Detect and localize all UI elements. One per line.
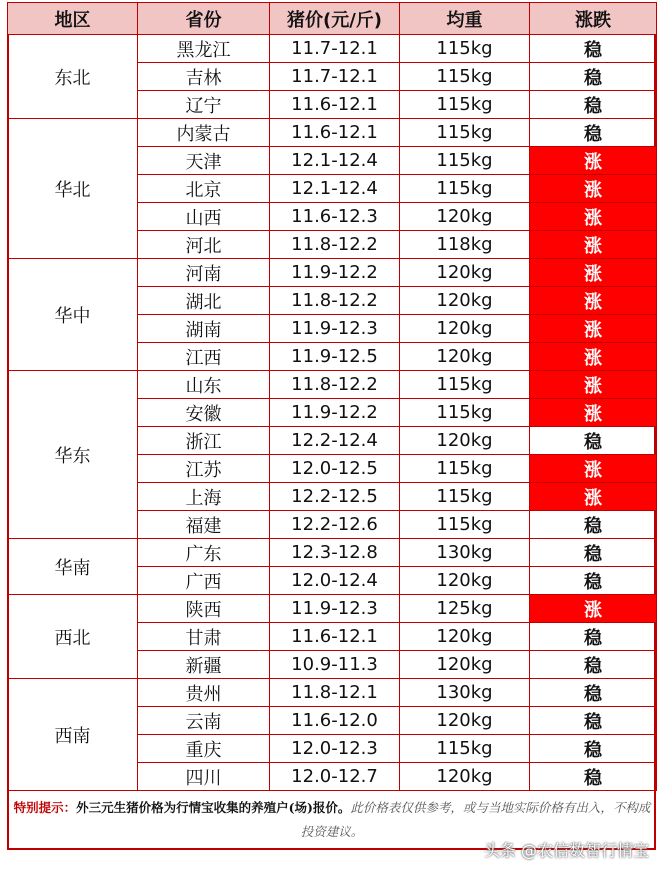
disclaimer-note: [12, 796, 652, 844]
weight-cell: 115kg: [400, 483, 530, 511]
watermark: 头条 @农信数智行情宝: [483, 841, 649, 860]
weight-cell: 120kg: [400, 623, 530, 651]
weight-cell: 115kg: [400, 119, 530, 147]
weight-cell: 115kg: [400, 511, 530, 539]
province-cell: 四川: [138, 763, 270, 791]
price-cell: 11.8-12.2: [270, 371, 400, 399]
region-cell: 东北: [8, 35, 138, 119]
province-cell: 上海: [138, 483, 270, 511]
price-cell: 11.6-12.3: [270, 203, 400, 231]
trend-cell: 涨: [530, 399, 657, 427]
province-cell: 辽宁: [138, 91, 270, 119]
trend-cell: 涨: [530, 483, 657, 511]
price-cell: 11.7-12.1: [270, 35, 400, 63]
province-cell: 北京: [138, 175, 270, 203]
trend-cell: 涨: [530, 175, 657, 203]
trend-cell: 涨: [530, 371, 657, 399]
price-cell: 11.9-12.3: [270, 595, 400, 623]
weight-cell: 115kg: [400, 63, 530, 91]
weight-cell: 130kg: [400, 679, 530, 707]
province-cell: 云南: [138, 707, 270, 735]
province-cell: 山西: [138, 203, 270, 231]
trend-cell: 涨: [530, 231, 657, 259]
price-cell: 12.2-12.6: [270, 511, 400, 539]
trend-cell: 稳: [530, 763, 657, 791]
province-cell: 黑龙江: [138, 35, 270, 63]
province-cell: 湖北: [138, 287, 270, 315]
price-cell: 11.8-12.2: [270, 231, 400, 259]
trend-cell: 稳: [530, 567, 657, 595]
trend-cell: 稳: [530, 735, 657, 763]
table-row: [8, 679, 657, 707]
note-faint: 此价格表仅供参考，或与当地实际价格有出入，不构成投资建议。: [300, 800, 651, 839]
trend-cell: 涨: [530, 315, 657, 343]
weight-cell: 130kg: [400, 539, 530, 567]
region-cell: 华东: [8, 371, 138, 539]
weight-cell: 115kg: [400, 175, 530, 203]
price-cell: 11.6-12.1: [270, 91, 400, 119]
note-main: 外三元生猪价格为行情宝收集的养殖户(场)报价。: [76, 800, 351, 815]
table-row: [8, 539, 657, 567]
price-cell: 11.6-12.1: [270, 623, 400, 651]
table-body: [8, 35, 657, 791]
weight-cell: 120kg: [400, 427, 530, 455]
province-cell: 新疆: [138, 651, 270, 679]
region-cell: 华北: [8, 119, 138, 259]
table-row: [8, 371, 657, 399]
table-row: [8, 595, 657, 623]
province-cell: 贵州: [138, 679, 270, 707]
price-cell: 11.9-12.2: [270, 259, 400, 287]
weight-cell: 120kg: [400, 651, 530, 679]
province-cell: 安徽: [138, 399, 270, 427]
weight-cell: 115kg: [400, 35, 530, 63]
trend-cell: 涨: [530, 343, 657, 371]
province-cell: 河北: [138, 231, 270, 259]
province-cell: 广西: [138, 567, 270, 595]
price-cell: 11.9-12.2: [270, 399, 400, 427]
region-cell: 华南: [8, 539, 138, 595]
trend-cell: 稳: [530, 623, 657, 651]
weight-cell: 118kg: [400, 231, 530, 259]
province-cell: 吉林: [138, 63, 270, 91]
trend-cell: 涨: [530, 203, 657, 231]
weight-cell: 120kg: [400, 259, 530, 287]
price-cell: 12.0-12.3: [270, 735, 400, 763]
price-cell: 11.7-12.1: [270, 63, 400, 91]
trend-cell: 涨: [530, 259, 657, 287]
price-cell: 11.6-12.0: [270, 707, 400, 735]
trend-cell: 稳: [530, 63, 657, 91]
weight-cell: 115kg: [400, 399, 530, 427]
header-region: 地区: [8, 3, 138, 35]
trend-cell: 稳: [530, 651, 657, 679]
trend-cell: 涨: [530, 287, 657, 315]
weight-cell: 120kg: [400, 707, 530, 735]
price-cell: 11.8-12.2: [270, 287, 400, 315]
header-province: 省份: [138, 3, 270, 35]
weight-cell: 120kg: [400, 287, 530, 315]
price-cell: 12.1-12.4: [270, 175, 400, 203]
note-label: 特别提示：: [13, 800, 77, 815]
table-row: [8, 35, 657, 63]
weight-cell: 115kg: [400, 455, 530, 483]
price-cell: 12.0-12.7: [270, 763, 400, 791]
province-cell: 重庆: [138, 735, 270, 763]
weight-cell: 120kg: [400, 203, 530, 231]
weight-cell: 115kg: [400, 147, 530, 175]
trend-cell: 涨: [530, 595, 657, 623]
weight-cell: 120kg: [400, 763, 530, 791]
trend-cell: 稳: [530, 539, 657, 567]
province-cell: 广东: [138, 539, 270, 567]
province-cell: 湖南: [138, 315, 270, 343]
price-cell: 12.0-12.4: [270, 567, 400, 595]
weight-cell: 115kg: [400, 91, 530, 119]
weight-cell: 120kg: [400, 343, 530, 371]
weight-cell: 125kg: [400, 595, 530, 623]
province-cell: 浙江: [138, 427, 270, 455]
province-cell: 天津: [138, 147, 270, 175]
province-cell: 江苏: [138, 455, 270, 483]
weight-cell: 120kg: [400, 567, 530, 595]
province-cell: 福建: [138, 511, 270, 539]
price-cell: 12.1-12.4: [270, 147, 400, 175]
province-cell: 内蒙古: [138, 119, 270, 147]
weight-cell: 115kg: [400, 735, 530, 763]
price-cell: 11.8-12.1: [270, 679, 400, 707]
weight-cell: 120kg: [400, 315, 530, 343]
trend-cell: 涨: [530, 147, 657, 175]
price-cell: 11.9-12.3: [270, 315, 400, 343]
trend-cell: 稳: [530, 35, 657, 63]
trend-cell: 稳: [530, 119, 657, 147]
province-cell: 山东: [138, 371, 270, 399]
price-cell: 11.9-12.5: [270, 343, 400, 371]
province-cell: 江西: [138, 343, 270, 371]
province-cell: 甘肃: [138, 623, 270, 651]
price-cell: 12.0-12.5: [270, 455, 400, 483]
price-cell: 10.9-11.3: [270, 651, 400, 679]
trend-cell: 稳: [530, 91, 657, 119]
region-cell: 西北: [8, 595, 138, 679]
header-row: [8, 3, 657, 35]
price-cell: 12.3-12.8: [270, 539, 400, 567]
trend-cell: 稳: [530, 679, 657, 707]
pig-price-table: [7, 2, 657, 791]
price-cell: 11.6-12.1: [270, 119, 400, 147]
trend-cell: 稳: [530, 511, 657, 539]
province-cell: 河南: [138, 259, 270, 287]
weight-cell: 115kg: [400, 371, 530, 399]
header-price: 猪价(元/斤): [270, 3, 400, 35]
table-row: [8, 259, 657, 287]
header-weight: 均重: [400, 3, 530, 35]
price-cell: 12.2-12.4: [270, 427, 400, 455]
region-cell: 西南: [8, 679, 138, 791]
trend-cell: 涨: [530, 455, 657, 483]
region-cell: 华中: [8, 259, 138, 371]
trend-cell: 稳: [530, 427, 657, 455]
header-trend: 涨跌: [530, 3, 657, 35]
table-row: [8, 119, 657, 147]
trend-cell: 稳: [530, 707, 657, 735]
province-cell: 陕西: [138, 595, 270, 623]
price-cell: 12.2-12.5: [270, 483, 400, 511]
